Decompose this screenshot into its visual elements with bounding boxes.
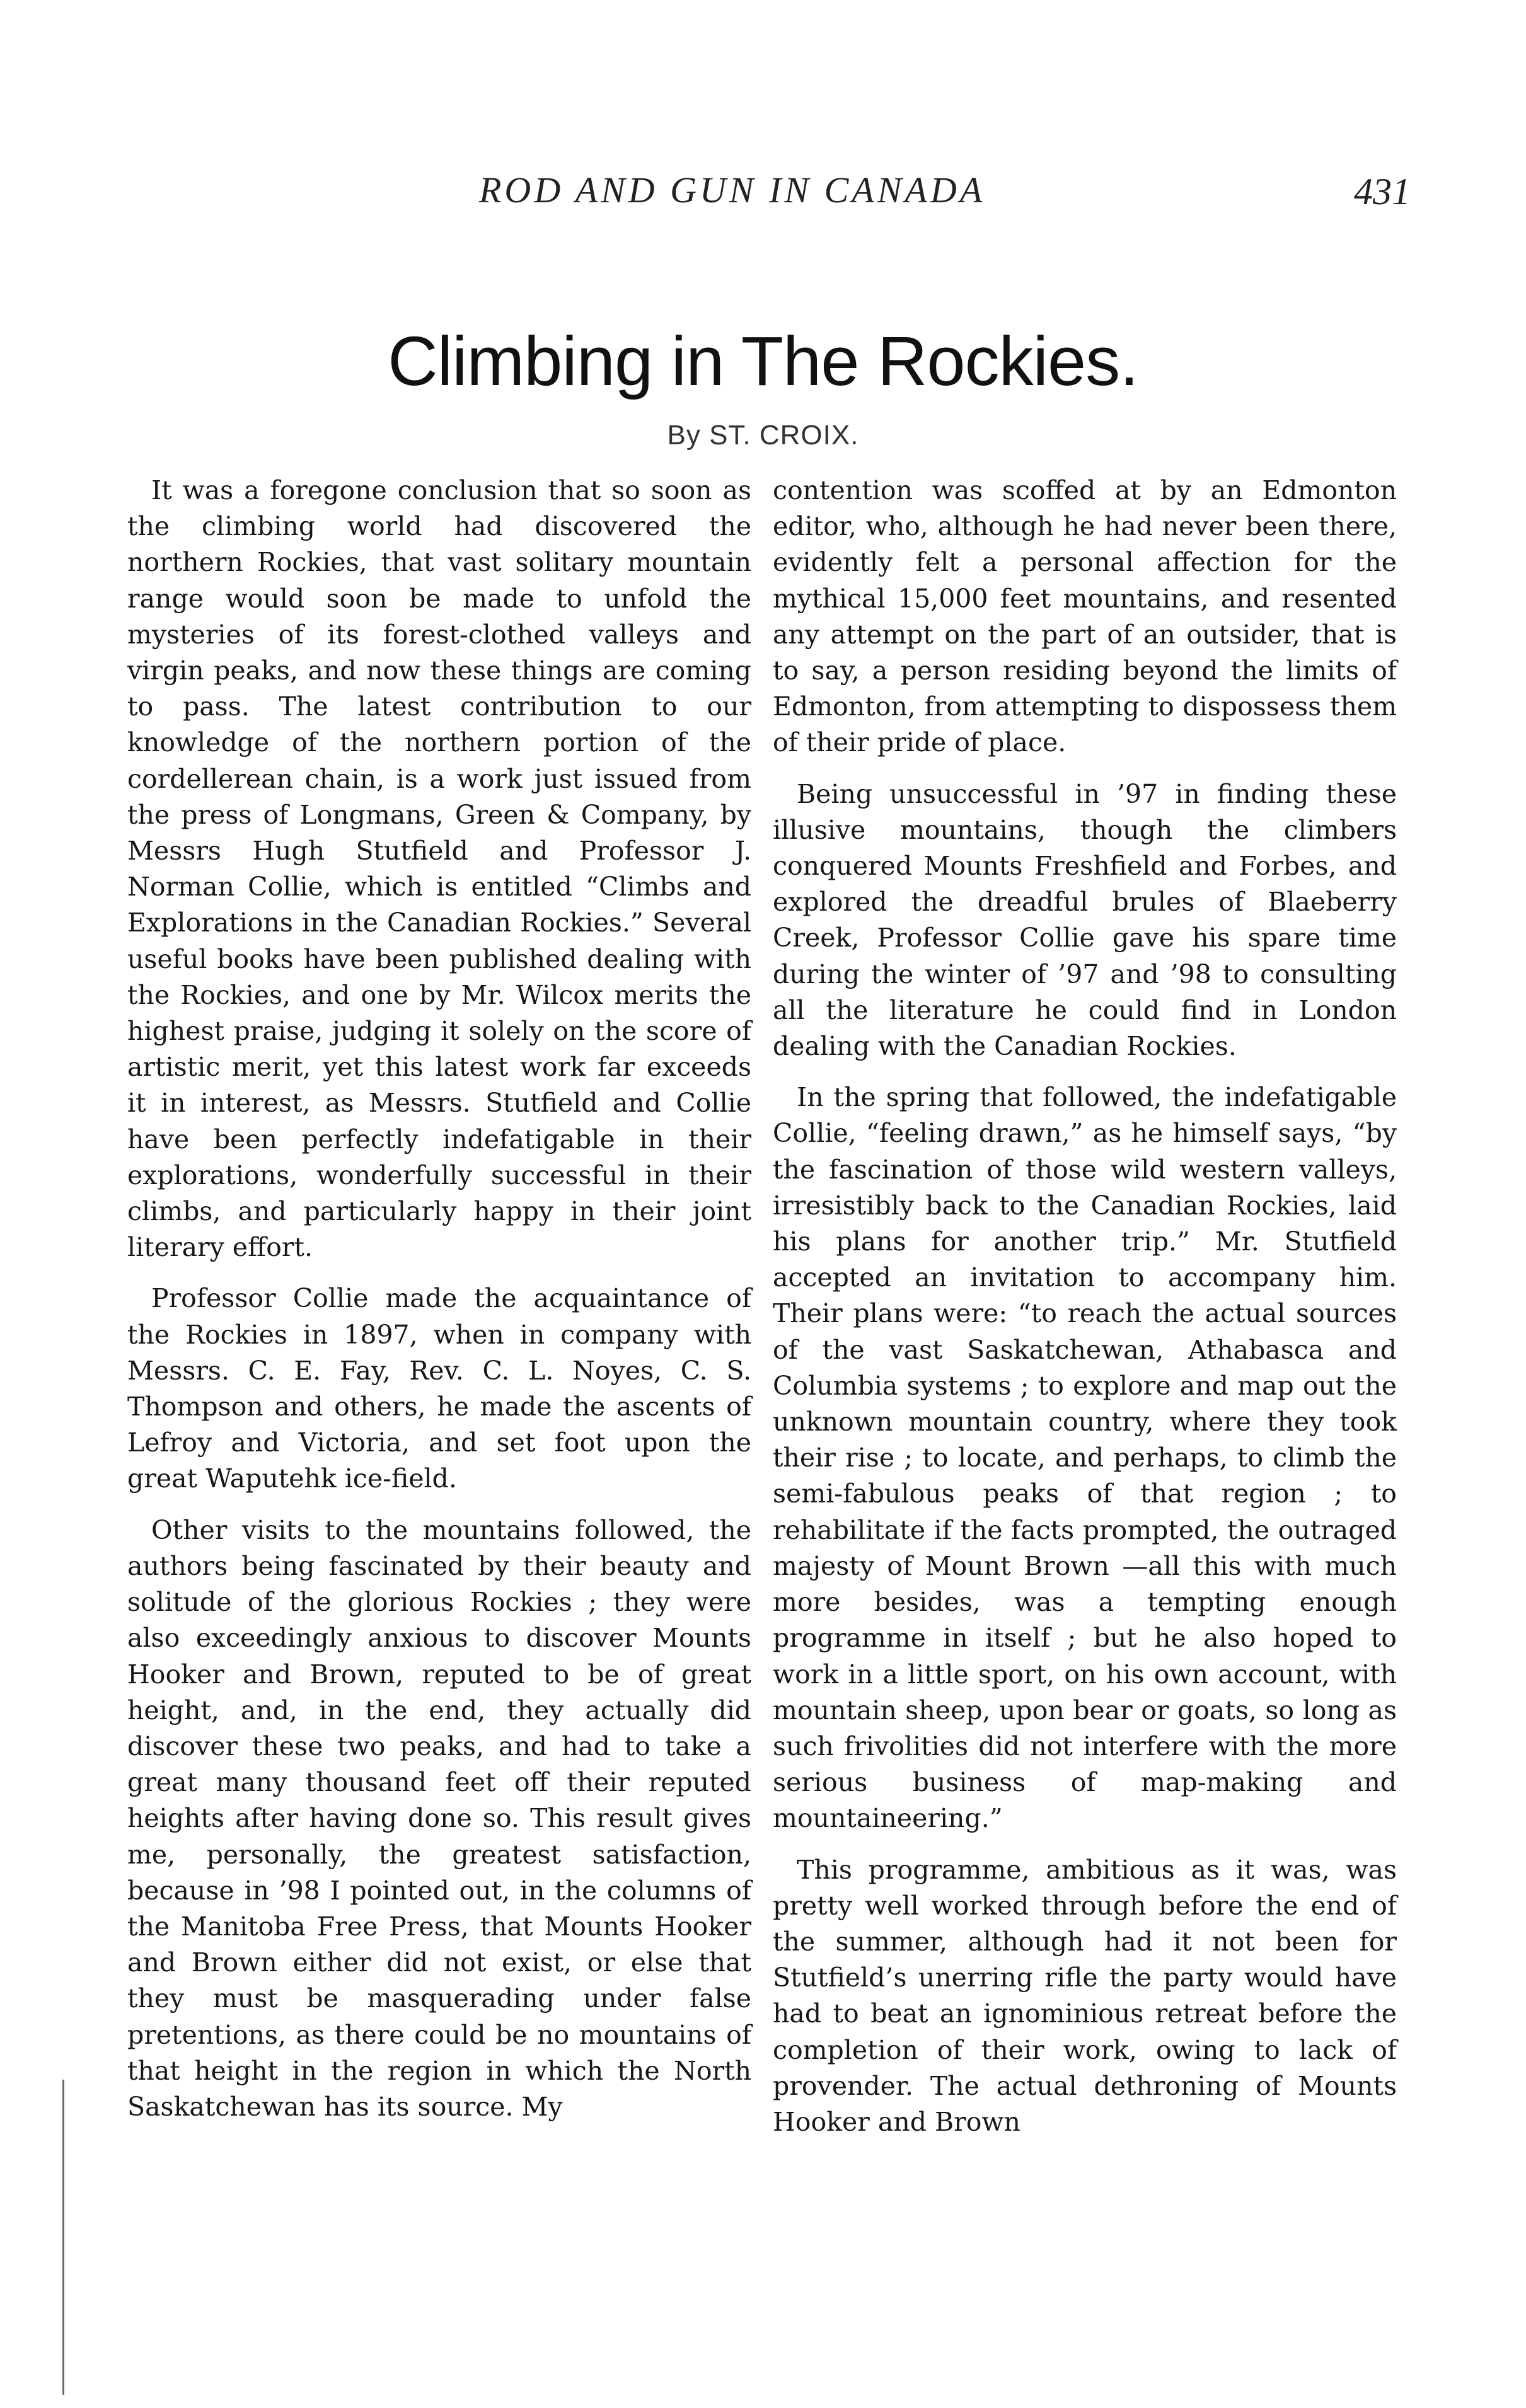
paragraph: Being unsuccessful in ’97 in finding these illusive mountains, though the climbers conquered Mounts Freshfield and Forbes, and explored the dreadful brules of Blaeberry Creek, Professor Collie gave his spare time during the winter of ’97 and ’98 to consulting all the literature he could find in London dealing with the Canadian Rockies.	[773, 778, 1397, 1062]
left-column	[127, 473, 751, 2140]
paragraph: In the spring that followed, the indefatigable Collie, “feeling drawn,” as he himself says, “by the fascination of those wild western valleys, irresistibly back to the Canadian Rockies, laid his plans for another trip.” Mr. Stutfield accepted an invitation to accompany him. Their plans were: “to reach the actual sources of the vast Saskatchewan, Athabasca and Columbia systems ; to explore and map out the unknown mountain country, where they took their rise ; to locate, and perhaps, to climb the semi-fabulous peaks of that region ; to rehabilitate if the facts prompted, the outraged majesty of Mount Brown —all this with much more besides, was a tempting enough programme in itself ; but he also hoped to work in a little sport, on his own account, with mountain sheep, upon bear or goats, so long as such frivolities did not interfere with the more serious business of map-making and mountaineering.”	[773, 1082, 1397, 1834]
running-title: ROD AND GUN IN CANADA	[479, 170, 986, 210]
page-number: 431	[1354, 171, 1411, 212]
paragraph: This programme, ambitious as it was, was pretty well worked through before the end of the summer, although had it not been for Stutfield’s unerring rifle the party would have had to beat an ignominious retreat before the completion of their work, owing to lack of provender. The actual dethroning of Mounts Hooker and Brown	[773, 1854, 1397, 2137]
paragraph: Other visits to the mountains followed, the authors being fascinated by their beauty and solitude of the glorious Rockies ; they were also exceedingly anxious to discover Mounts Hooker and Brown, reputed to be of great height, and, in the end, they actually did discover these two peaks, and had to take a great many thousand feet off their reputed heights after having done so. This result gives me, personally, the greatest satisfaction, because in ’98 I pointed out, in the columns of the Manitoba Free Press, that Mounts Hooker and Brown either did not exist, or else that they must be masquerading under false pretentions, as there could be no mountains of that height in the region in which the North Saskatchewan has its source. My	[127, 1514, 751, 2122]
margin-scan-line	[62, 2080, 64, 2395]
paragraph: Professor Collie made the acquaintance of the Rockies in 1897, when in company with Messrs. C. E. Fay, Rev. C. L. Noyes, C. S. Thompson and others, he made the ascents of Lefroy and Victoria, and set foot upon the great Waputehk ice-field.	[127, 1283, 751, 1494]
paragraph: contention was scoffed at by an Edmonton editor, who, although he had never been there, evidently felt a personal affection for the mythical 15,000 feet mountains, and resented any attempt on the part of an outsider, that is to say, a person residing beyond the limits of Edmonton, from attempting to dispossess them of their pride of place.	[773, 475, 1397, 758]
right-column	[773, 473, 1397, 2155]
paragraph: It was a foregone conclusion that so soon as the climbing world had discovered the northern Rockies, that vast solitary mountain range would soon be made to unfold the mysteries of its forest-clothed valleys and virgin peaks, and now these things are coming to pass. The latest contribution to our knowledge of the northern portion of the cordellerean chain, is a work just issued from the press of Longmans, Green & Company, by Messrs Hugh Stutfield and Professor J. Norman Collie, which is entitled “Climbs and Explorations in the Canadian Rockies.” Several useful books have been published dealing with the Rockies, and one by Mr. Wilcox merits the highest praise, judging it solely on the score of artistic merit, yet this latest work far exceeds it in interest, as Messrs. Stutfield and Collie have been perfectly indefatigable in their explorations, wonderfully successful in their climbs, and particularly happy in their joint literary effort.	[127, 475, 751, 1263]
article-title: Climbing in The Rockies.	[388, 323, 1138, 400]
article-byline: By ST. CROIX.	[667, 420, 859, 451]
